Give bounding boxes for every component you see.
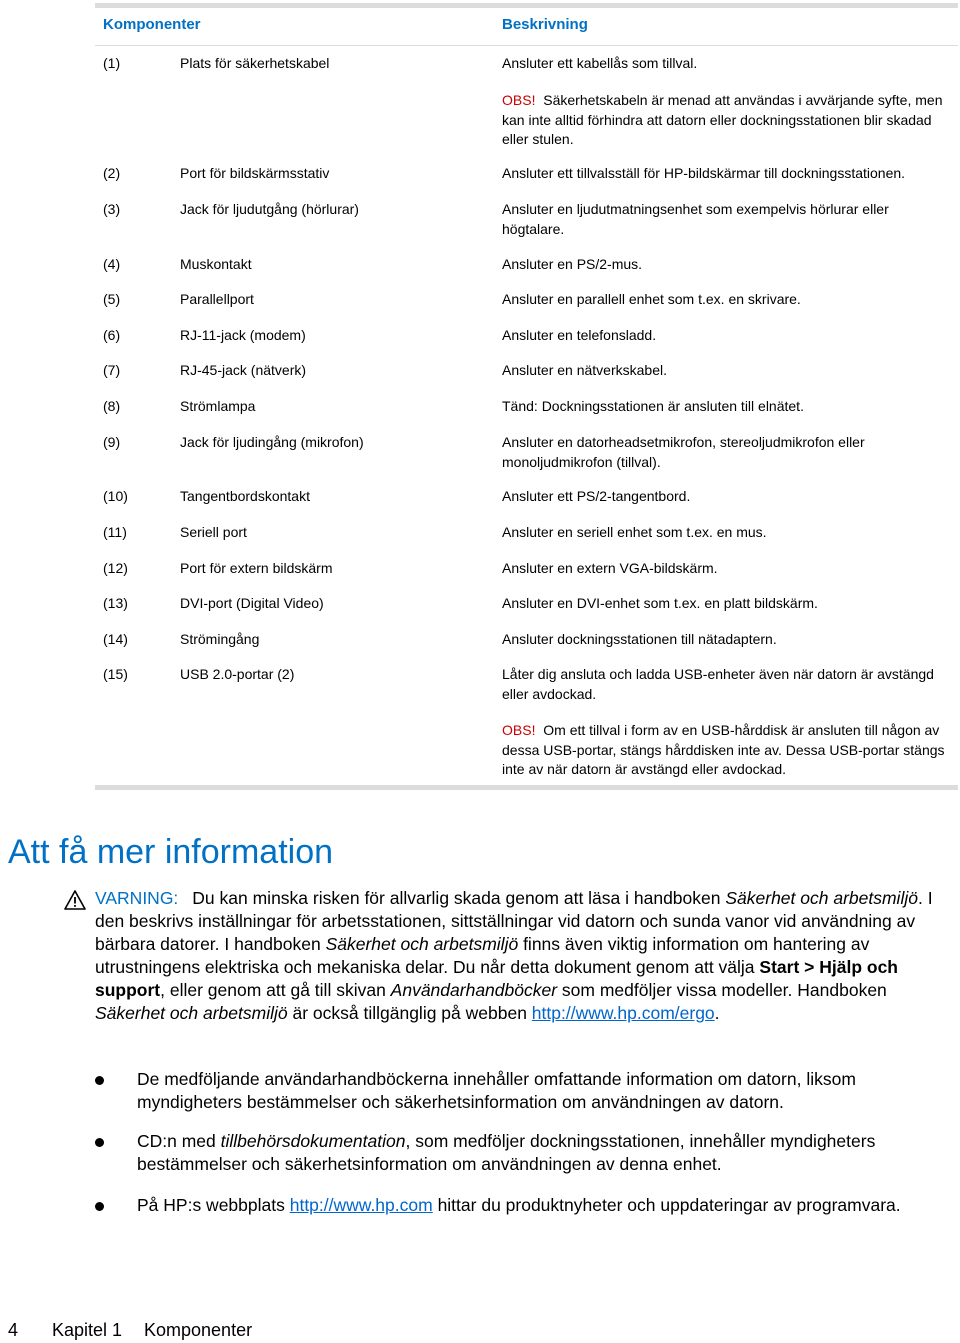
row-number: (12)	[103, 560, 128, 576]
warning-text: .	[714, 1003, 720, 1023]
row-description: Ansluter en datorheadsetmikrofon, stereoljudmikrofon eller monoljudmikrofon (tillval).	[502, 434, 865, 470]
row-number: (1)	[103, 55, 121, 71]
page-number: 4	[8, 1320, 19, 1340]
row-component: RJ-11-jack (modem)	[180, 327, 306, 343]
warning-text: som medföljer vissa modeller. Handboken	[557, 980, 887, 1000]
row-component: Muskontakt	[180, 256, 252, 272]
note-text: Om ett tillval i form av en USB-hårddisk är ansluten till någon av dessa USB-portar, stängs hårddisken inte av. Dessa USB-portar stängs inte av när datorn är avstängd eller avdockad.	[502, 722, 945, 777]
chapter-label: Kapitel 1	[52, 1320, 123, 1340]
bullet-text: De medföljande användarhandböckerna innehåller omfattande information om datorn, liksom myndigheters bestämmelser och säkerhetsinformation om användningen av datorn.	[137, 1069, 856, 1112]
row-description: Ansluter en extern VGA-bildskärm.	[502, 560, 718, 576]
bullet-text-part: På HP:s webbplats	[137, 1195, 290, 1215]
row-component: Strömlampa	[180, 398, 256, 414]
row-description: Ansluter ett kabellås som tillval.	[502, 55, 698, 71]
warning-text: är också tillgänglig på webben	[287, 1003, 532, 1023]
warning-bold: Hjälp och support	[95, 957, 898, 1000]
row-component: DVI-port (Digital Video)	[180, 595, 324, 611]
note-label: OBS!	[502, 92, 536, 108]
row-description: Ansluter en parallell enhet som t.ex. en skrivare.	[502, 291, 801, 307]
hp-link[interactable]: http://www.hp.com	[289, 1195, 433, 1215]
row-number: (4)	[103, 256, 121, 272]
bullet-icon	[95, 1076, 104, 1085]
warning-italic: Säkerhet och arbetsmiljö	[725, 888, 918, 908]
row-description: Ansluter en seriell enhet som t.ex. en mus.	[502, 524, 767, 540]
row-description: Ansluter ett PS/2-tangentbord.	[502, 488, 691, 504]
warning-text: finns även viktig information om hantering av utrustningens elektriska och mekaniska delar. Du når detta dokument genom att välja	[95, 934, 870, 977]
row-description: Ansluter en telefonsladd.	[502, 327, 657, 343]
row-description: Ansluter en ljudutmatningsenhet som exempelvis hörlurar eller högtalare.	[502, 201, 889, 237]
ergo-link[interactable]: http://www.hp.com/ergo	[531, 1003, 715, 1023]
warning-text: , eller genom att gå till skivan	[160, 980, 391, 1000]
warning-bold: Start	[759, 957, 800, 977]
header-description: Beskrivning	[502, 16, 588, 33]
warning-triangle-icon	[64, 890, 86, 910]
note-label: OBS!	[502, 722, 536, 738]
table-top-rule	[95, 3, 958, 8]
table-header-rule	[95, 45, 958, 46]
header-components: Komponenter	[103, 16, 201, 33]
row-description: Ansluter en PS/2-mus.	[502, 256, 643, 272]
warning-text: . I den beskrivs inställningar för arbetsstationen, sittställningar vid datorn och sunda vanor vid användning av bärbara datorer. I handboken	[95, 888, 933, 954]
section-title: Att få mer information	[8, 833, 334, 871]
warning-italic: Användarhandböcker	[390, 980, 558, 1000]
row-number: (10)	[103, 488, 128, 504]
row-number: (7)	[103, 362, 121, 378]
warning-text: Du kan minska risken för allvarlig skada genom att läsa i handboken	[192, 888, 726, 908]
bullet-text	[137, 1194, 960, 1217]
row-component: USB 2.0-portar (2)	[180, 666, 295, 682]
row-description: Ansluter ett tillvalsställ för HP-bildskärmar till dockningsstationen.	[502, 165, 906, 181]
bullet-italic: tillbehörsdokumentation	[220, 1131, 406, 1151]
row-component: Parallellport	[180, 291, 254, 307]
row-description: Ansluter en DVI-enhet som t.ex. en platt bildskärm.	[502, 595, 818, 611]
row-component: Jack för ljudingång (mikrofon)	[180, 434, 364, 450]
bullet-text-part: CD:n med	[137, 1131, 221, 1151]
bullet-icon	[95, 1202, 104, 1211]
row-component: Seriell port	[180, 524, 247, 540]
row-component: Jack för ljudutgång (hörlurar)	[180, 201, 359, 217]
warning-italic: Säkerhet och arbetsmiljö	[95, 1003, 288, 1023]
row-number: (14)	[103, 631, 128, 647]
row-number: (11)	[103, 524, 127, 540]
warning-bold: >	[799, 957, 820, 977]
chapter-title: Komponenter	[144, 1320, 253, 1340]
row-description: Ansluter dockningsstationen till nätadaptern.	[502, 631, 777, 647]
warning-note	[95, 887, 960, 1025]
row-component: Port för bildskärmsstativ	[180, 165, 330, 181]
warning-italic: Säkerhet och arbetsmiljö	[325, 934, 519, 954]
bullet-icon	[95, 1138, 104, 1147]
bullet-text-part: , som medföljer dockningsstationen, innehåller myndigheters bestämmelser och säkerhetsinformation om användningen av denna enhet.	[137, 1131, 876, 1174]
row-number: (9)	[103, 434, 121, 450]
row-component: Plats för säkerhetskabel	[180, 55, 330, 71]
row-number: (8)	[103, 398, 121, 414]
row-number: (2)	[103, 165, 121, 181]
row-number: (15)	[103, 666, 128, 682]
row-note	[502, 721, 952, 780]
row-number: (13)	[103, 595, 128, 611]
row-description: Tänd: Dockningsstationen är ansluten till elnätet.	[502, 398, 804, 414]
row-description: Ansluter en nätverkskabel.	[502, 362, 667, 378]
warning-label: VARNING:	[95, 888, 179, 908]
note-text: Säkerhetskabeln är menad att användas i avvärjande syfte, men kan inte alltid förhindra att datorn eller dockningsstationen blir skadad eller stulen.	[502, 92, 943, 147]
row-number: (3)	[103, 201, 121, 217]
bullet-text-part: hittar du produktnyheter och uppdateringar av programvara.	[432, 1195, 901, 1215]
row-component: Port för extern bildskärm	[180, 560, 333, 576]
row-number: (5)	[103, 291, 121, 307]
bullet-text	[137, 1130, 960, 1176]
row-component: Strömingång	[180, 631, 260, 647]
row-note	[502, 91, 952, 150]
row-component: RJ-45-jack (nätverk)	[180, 362, 307, 378]
table-bottom-rule	[95, 785, 958, 790]
row-description: Låter dig ansluta och ladda USB-enheter även när datorn är avstängd eller avdockad.	[502, 666, 934, 702]
row-number: (6)	[103, 327, 121, 343]
row-component: Tangentbordskontakt	[180, 488, 310, 504]
